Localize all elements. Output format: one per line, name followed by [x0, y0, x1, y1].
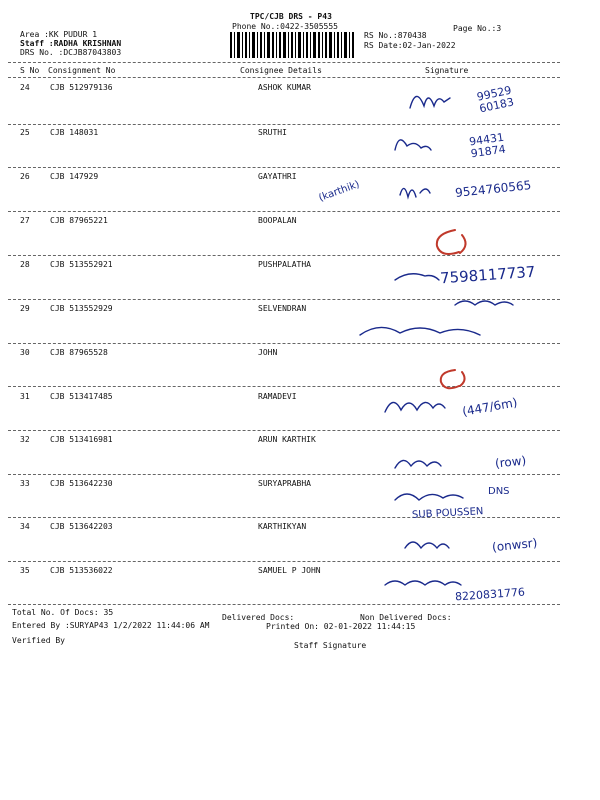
- signature-stroke: [360, 327, 480, 335]
- signature-stroke: [410, 96, 450, 108]
- row-consignment: CJB 512979136: [50, 83, 113, 92]
- row-consignee: KARTHIKYAN: [258, 522, 307, 531]
- page-number: Page No.:3: [453, 24, 502, 33]
- staff-label: Staff :RADHA KRISHNAN: [20, 39, 122, 48]
- row-sno: 24: [20, 83, 30, 92]
- signature-stroke: [385, 581, 461, 585]
- row-consignment: CJB 148031: [50, 128, 99, 137]
- printed-on: Printed On: 02-01-2022 11:44:15: [266, 622, 416, 631]
- row-consignment: CJB 513536022: [50, 566, 113, 575]
- handwritten-note: (row): [494, 453, 527, 471]
- row-sno: 34: [20, 522, 30, 531]
- row-sno: 32: [20, 435, 30, 444]
- row-consignee: GAYATHRI: [258, 172, 297, 181]
- row-sno: 27: [20, 216, 30, 225]
- handwritten-note: (onwsr): [491, 535, 538, 555]
- handwritten-note: (447/6m): [461, 395, 519, 419]
- entered-by: Entered By :SURYAP43 1/2/2022 11:44:06 AM: [12, 621, 210, 630]
- row-sno: 35: [20, 566, 30, 575]
- row-consignee: PUSHPALATHA: [258, 260, 311, 269]
- signature-stroke: [395, 140, 431, 150]
- handwritten-phone: 9524760565: [454, 178, 532, 200]
- phone-number: Phone No.:0422-3505555: [232, 22, 338, 31]
- row-consignment: CJB 513552921: [50, 260, 113, 269]
- row-sno: 31: [20, 392, 30, 401]
- divider: [8, 604, 560, 605]
- handwritten-note: SUB POUSSEN: [411, 506, 484, 521]
- row-consignment: CJB 147929: [50, 172, 99, 181]
- area-label: Area :KK PUDUR 1: [20, 30, 98, 39]
- handwritten-note: (karthik): [317, 179, 362, 204]
- row-consignee: SURYAPRABHA: [258, 479, 311, 488]
- row-consignment: CJB 513552929: [50, 304, 113, 313]
- row-consignment: CJB 513417485: [50, 392, 113, 401]
- row-sno: 30: [20, 348, 30, 357]
- row-consignment: CJB 513642230: [50, 479, 113, 488]
- row-consignee: RAMADEVI: [258, 392, 297, 401]
- row-consignee: ARUN KARTHIK: [258, 435, 316, 444]
- row-consignment: CJB 87965528: [50, 348, 108, 357]
- stamp-mark-cp: [437, 230, 466, 254]
- row-consignee: SELVENDRAN: [258, 304, 307, 313]
- row-sno: 29: [20, 304, 30, 313]
- rs-date: RS Date:02-Jan-2022: [364, 41, 456, 50]
- handwritten-phone: 94431 91874: [468, 130, 507, 161]
- row-sno: 26: [20, 172, 30, 181]
- row-sno: 33: [20, 479, 30, 488]
- signature-stroke: [395, 460, 441, 468]
- col-sno: S No: [20, 66, 40, 75]
- signature-stroke: [400, 188, 430, 197]
- row-consignee: ASHOK KUMAR: [258, 83, 311, 92]
- col-signature: Signature: [425, 66, 469, 75]
- row-sno: 25: [20, 128, 30, 137]
- signature-stroke: [385, 402, 445, 412]
- staff-signature-label: Staff Signature: [294, 641, 367, 650]
- verified-by: Verified By: [12, 636, 65, 645]
- signature-stroke: [405, 542, 449, 548]
- signature-stroke: [455, 301, 513, 305]
- row-sno: 28: [20, 260, 30, 269]
- total-docs: Total No. Of Docs: 35: [12, 608, 114, 617]
- handwritten-phone: 99529 60183: [475, 83, 516, 116]
- document-title: TPC/CJB DRS - P43: [250, 12, 332, 21]
- row-consignment: CJB 87965221: [50, 216, 108, 225]
- non-delivered-docs: Non Delivered Docs:: [360, 613, 452, 622]
- col-consignment: Consignment No: [48, 66, 116, 75]
- row-consignee: SRUTHI: [258, 128, 287, 137]
- rs-number: RS No.:870438: [364, 31, 427, 40]
- row-consignment: CJB 513642203: [50, 522, 113, 531]
- delivered-docs: Delivered Docs:: [222, 613, 295, 622]
- handwritten-phone: 8220831776: [454, 585, 526, 604]
- row-consignee: BOOPALAN: [258, 216, 297, 225]
- stamp-mark-cp: [441, 370, 465, 388]
- signature-stroke: [395, 494, 463, 500]
- col-consignee: Consignee Details: [240, 66, 322, 75]
- row-consignment: CJB 513416981: [50, 435, 113, 444]
- drs-number: DRS No. :DCJB87043803: [20, 48, 122, 57]
- signature-stroke: [395, 274, 439, 280]
- handwritten-note: DNS: [488, 486, 510, 497]
- row-consignee: SAMUEL P JOHN: [258, 566, 321, 575]
- row-consignee: JOHN: [258, 348, 278, 357]
- handwritten-phone: 7598117737: [439, 262, 536, 288]
